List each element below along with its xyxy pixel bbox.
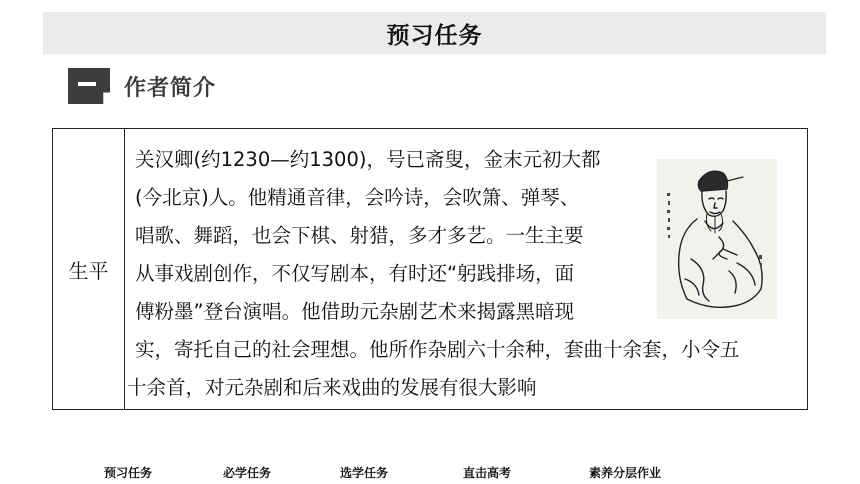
section-number-glyph — [78, 82, 96, 86]
bottom-navigation — [0, 464, 860, 480]
bio-line: (今北京)人。他精通音律，会吟诗，会吹箫、弹琴、 — [135, 186, 580, 209]
bio-line: 唱歌、舞蹈，也会下棋、射猎，多才多艺。一生主要 — [135, 224, 584, 247]
section-header — [68, 66, 216, 106]
nav-item-required-task[interactable]: 必学任务 — [223, 466, 272, 480]
bio-line: 从事戏剧创作，不仅写剧本，有时还“躬践排场，面 — [135, 262, 575, 285]
nav-item-optional-task[interactable]: 选学任务 — [340, 466, 389, 480]
page-title: 预习任务 — [386, 22, 483, 49]
bio-line: 实，寄托自己的社会理想。他所作杂剧六十余种，套曲十余套，小令五 — [135, 338, 740, 361]
bio-line: 十余首，对元杂剧和后来戏曲的发展有很大影响 — [127, 376, 537, 399]
nav-item-preview-task[interactable]: 预习任务 — [104, 466, 153, 480]
bio-line: 傅粉墨”登台演唱。他借助元杂剧艺术来揭露黑暗现 — [135, 300, 575, 323]
page-title-bar — [43, 12, 826, 54]
section-number-badge — [68, 68, 110, 104]
nav-item-tiered-homework[interactable]: 素养分层作业 — [589, 466, 662, 480]
bio-line: 关汉卿(约1230—约1300)，号已斋叟，金末元初大都 — [135, 148, 601, 171]
author-info-table — [52, 128, 808, 410]
nav-item-exam-focus[interactable]: 直击高考 — [463, 466, 512, 480]
table-label-cell: 生平 — [53, 129, 125, 409]
author-portrait-image — [657, 159, 777, 319]
section-title: 作者简介 — [124, 75, 217, 101]
